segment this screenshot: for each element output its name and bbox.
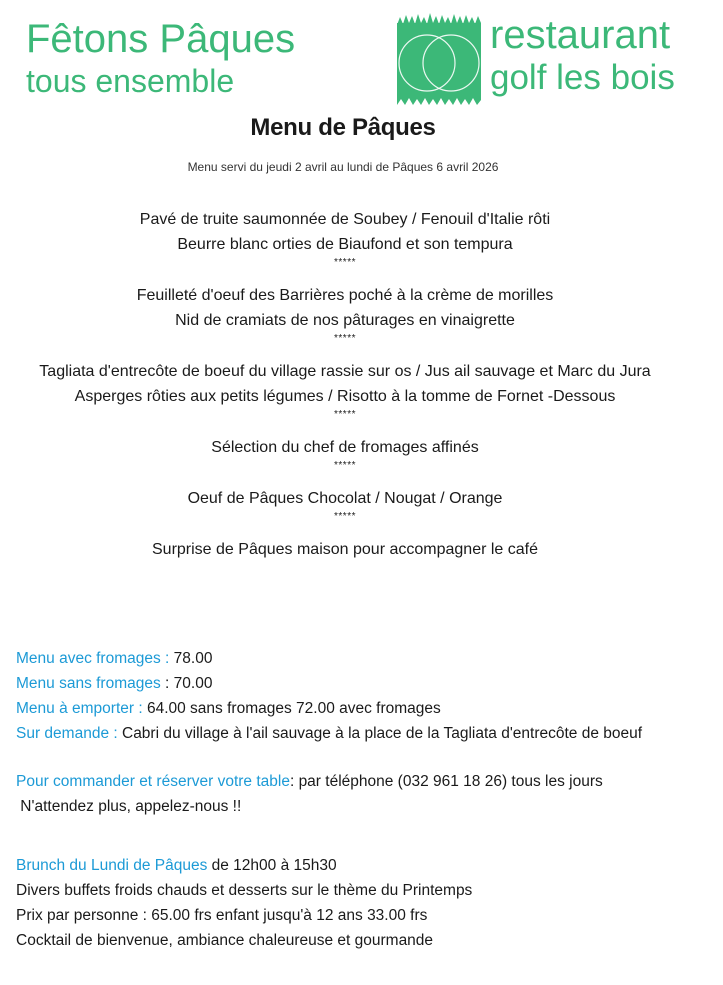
- restaurant-name-line1: restaurant: [490, 13, 671, 57]
- header-left: [26, 16, 295, 100]
- price-sans-fromages: [16, 671, 642, 696]
- price-label: Sur demande :: [16, 725, 118, 742]
- brunch-time: de 12h00 à 15h30: [207, 857, 337, 874]
- menu-courses: [0, 207, 690, 562]
- order-phone: : par téléphone (032 961 18 26) tous les jours: [289, 773, 603, 790]
- course-separator: *****: [334, 460, 356, 471]
- price-a-emporter: [16, 696, 642, 721]
- header-right: [490, 12, 675, 98]
- course-5-line1: Oeuf de Pâques Chocolat / Nougat / Orange: [187, 490, 503, 507]
- course-2-line2: Nid de cramiats de nos pâturages en vinaigrette: [175, 312, 515, 329]
- course-3-line1: Tagliata d'entrecôte de boeuf du village rassie sur os / Jus ail sauvage et Marc du Jura: [39, 363, 651, 380]
- price-label: Menu à emporter :: [16, 700, 143, 717]
- price-avec-fromages: [16, 646, 642, 671]
- price-label: Menu avec fromages :: [16, 650, 170, 667]
- header-title-line1: Fêtons Pâques: [26, 17, 296, 61]
- price-value: Cabri du village à l'ail sauvage à la place de la Tagliata d'entrecôte de boeuf: [117, 725, 643, 742]
- course-1-line1: Pavé de truite saumonnée de Soubey / Fenouil d'Italie rôti: [139, 211, 551, 228]
- course-separator: *****: [334, 409, 356, 420]
- sur-demande: [16, 721, 642, 746]
- header-title-line2: tous ensemble: [26, 63, 235, 99]
- order-label: Pour commander et réserver votre table: [16, 773, 290, 790]
- brunch-label: Brunch du Lundi de Pâques: [16, 857, 208, 874]
- brunch-cocktail: Cocktail de bienvenue, ambiance chaleureuse et gourmande: [16, 932, 434, 949]
- price-label: Menu sans fromages: [16, 675, 161, 692]
- course-separator: *****: [334, 333, 356, 344]
- menu-dates: Menu servi du jeudi 2 avril au lundi de Pâques 6 avril 2026: [187, 160, 499, 174]
- course-separator: *****: [334, 511, 356, 522]
- course-2-line1: Feuilleté d'oeuf des Barrières poché à la crème de morilles: [136, 287, 554, 304]
- course-separator: *****: [334, 257, 356, 268]
- golf-ball-grass-logo: [397, 13, 481, 105]
- brunch-heading: [16, 853, 642, 878]
- restaurant-name-line2: golf les bois: [490, 58, 675, 97]
- order-info: [16, 769, 642, 794]
- price-value: : 70.00: [160, 675, 213, 692]
- page-title: Menu de Pâques: [250, 114, 436, 141]
- order-callout: N'attendez plus, appelez-nous !!: [16, 798, 242, 815]
- info-section: [16, 646, 642, 953]
- course-1-line2: Beurre blanc orties de Biaufond et son tempura: [177, 236, 513, 253]
- price-value: 64.00 sans fromages 72.00 avec fromages: [142, 700, 441, 717]
- course-6-line1: Surprise de Pâques maison pour accompagner le café: [152, 541, 538, 558]
- brunch-buffets: Divers buffets froids chauds et desserts sur le thème du Printemps: [16, 882, 473, 899]
- brunch-price: Prix par personne : 65.00 frs enfant jusqu'à 12 ans 33.00 frs: [16, 907, 428, 924]
- course-4-line1: Sélection du chef de fromages affinés: [211, 439, 479, 456]
- price-value: 78.00: [169, 650, 213, 667]
- course-3-line2: Asperges rôties aux petits légumes / Risotto à la tomme de Fornet -Dessous: [74, 388, 616, 405]
